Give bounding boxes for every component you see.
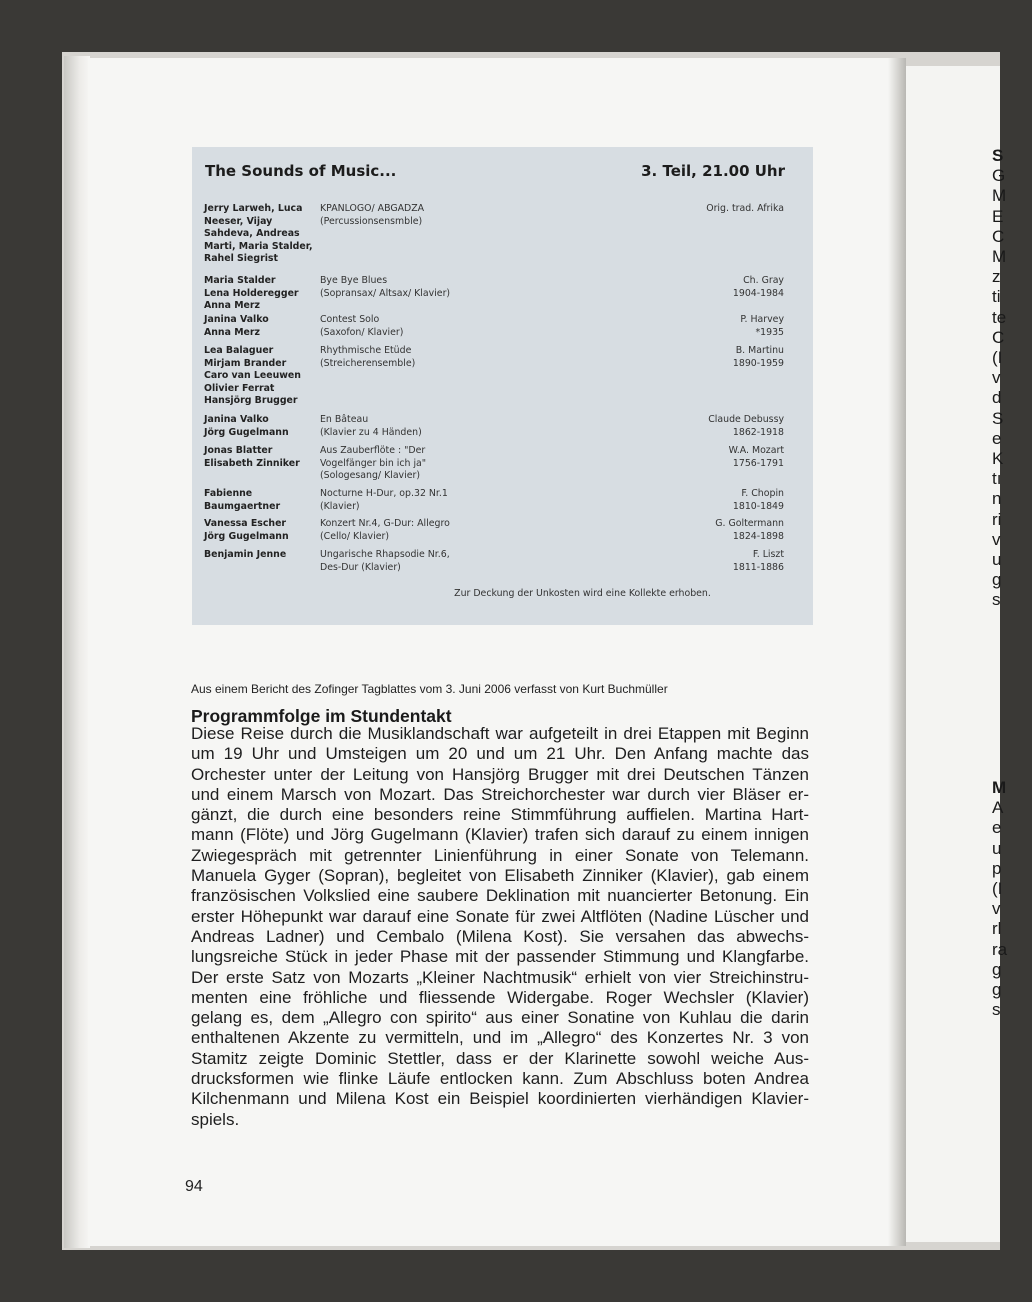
composer-info [634,203,784,216]
right-page-fragment: e [992,818,1002,838]
composer-info-line: P. Harvey [740,314,784,325]
composer-info-line: *1935 [755,326,784,338]
performer-names [204,549,316,562]
performer-names [204,414,316,439]
performer-names [204,345,316,408]
performer-names-line: Vanessa Escher [204,518,287,529]
composer-info [634,488,784,513]
piece-title-line: (Klavier) [320,500,360,512]
right-page-fragment: M [992,778,1007,797]
piece-title-line: Ungarische Rhapsodie Nr.6, [320,549,450,560]
page-edge [64,56,90,1248]
composer-info [634,414,784,439]
composer-info-line: 1862-1918 [732,426,784,438]
right-page-fragment: v [992,368,1001,388]
performer-names-line: Neeser, Vijay [204,215,273,227]
composer-info [634,314,784,339]
right-page-fragment: M [992,186,1007,206]
body-line: spiels. [191,1109,240,1129]
body-line: menten eine fröhliche und fliessende Widergabe. Roger Wechsler (Klavier) [191,987,809,1007]
performer-names-line: Baumgaertner [204,500,281,512]
performer-names [204,518,316,543]
right-page-fragment: ri [992,509,1002,529]
right-page [906,66,1008,1242]
body-line: mann (Flöte) und Jörg Gugelmann (Klavier) trafen sich darauf zu einem innigen [191,825,809,845]
right-page-fragment: rl [992,919,1002,939]
body-line: lungsreiche Stück in jeder Phase mit der passender Stimmung und Klangfarbe. [191,947,809,967]
performer-names-line: Maria Stalder [204,275,276,286]
piece-title-line: Des-Dur (Klavier) [320,561,401,573]
piece-title-line: Konzert Nr.4, G-Dur: Allegro [320,518,450,529]
performer-names [204,488,316,513]
composer-info [634,549,784,574]
performer-names-line: Jörg Gugelmann [204,530,289,542]
right-page-fragment: S [992,408,1004,428]
composer-info [634,445,784,470]
composer-info-line: Claude Debussy [708,414,784,425]
piece-title [320,549,495,574]
piece-title [320,314,495,339]
body-line: enthaltenen Akzente zu vermitteln, und im „Allegro“ des Konzertes Nr. 3 von [191,1028,809,1048]
piece-title [320,488,495,513]
composer-info-line: G. Goltermann [715,518,784,529]
composer-info-line: 1824-1898 [732,530,784,542]
source-caption: Aus einem Bericht des Zofinger Tagblattes vom 3. Juni 2006 verfasst von Kurt Buchmüller [191,682,668,696]
right-page-fragment: E [992,206,1004,226]
piece-title-line: Contest Solo [320,314,380,325]
composer-info-line: Ch. Gray [743,275,784,286]
performer-names-line: Janina Valko [204,314,269,325]
right-page-fragment: ti [992,287,1001,307]
book-gutter [888,58,906,1246]
performer-names [204,203,316,266]
performer-names-line: Rahel Siegrist [204,253,278,265]
right-page-fragment: g [992,959,1002,979]
body-line: Diese Reise durch die Musiklandschaft war aufgeteilt in drei Etappen mit Beginn [191,724,809,743]
right-page-fragment: u [992,550,1002,570]
right-page-fragment: g [992,980,1002,1000]
right-page-fragment: ra [992,939,1008,959]
right-page-fragment: e [992,428,1002,448]
piece-title-line: (Saxofon/ Klavier) [320,326,404,338]
performer-names-line: Mirjam Brander [204,357,287,369]
performer-names-line: Anna Merz [204,326,260,338]
body-line: Andreas Ladner) und Cembalo (Milena Kost). Sie versahen das abwechs- [191,926,809,946]
piece-title-line: Nocturne H-Dur, op.32 Nr.1 [320,488,448,499]
composer-info-line: W.A. Mozart [728,445,784,456]
right-page-fragment: S [992,146,1004,165]
right-page-fragment: tı [992,469,1002,489]
composer-info [634,518,784,543]
right-page-fragment: M [992,247,1007,267]
composer-info-line: F. Chopin [741,488,784,499]
right-page-fragment: (I [992,348,1003,368]
piece-title-line: (Percussionsensmble) [320,215,423,227]
piece-title-line: (Sologesang/ Klavier) [320,470,420,482]
right-page-fragment: C [992,226,1005,246]
right-page-fragment: s [992,590,1001,610]
right-page-text-bottom [992,778,1032,1020]
body-line: Zwiegespräch mit getrennter Linienführung in einer Sonate von Telemann. [191,845,809,865]
performer-names-line: Marti, Maria Stalder, [204,240,313,252]
body-line: und einem Marsch von Mozart. Das Streichorchester war durch vier Bläser er- [191,784,809,804]
right-page-fragment: v [992,899,1001,919]
body-line: Stamitz zeigte Dominic Stettler, dass er der Klarinette sowohl weiche Aus- [191,1048,809,1068]
piece-title-line: (Cello/ Klavier) [320,530,389,542]
performer-names-line: Hansjörg Brugger [204,395,298,407]
piece-title [320,445,495,483]
composer-info-line: 1811-1886 [732,561,784,573]
body-line: Der erste Satz von Mozarts „Kleiner Nachtmusik“ erhielt von vier Streichinstru- [191,967,809,987]
article-body [191,724,809,1130]
piece-title-line: Rhythmische Etüde [320,345,412,356]
page-number: 94 [185,1178,203,1195]
performer-names-line: Janina Valko [204,414,269,425]
composer-info-line: 1904-1984 [732,287,784,299]
right-page-fragment: s [992,1000,1001,1020]
piece-title-line: KPANLOGO/ ABGADZA [320,203,425,214]
body-line: gelang es, dem „Allegro con spirito“ aus einer Sonatine von Kuhlau die darin [191,1008,809,1028]
right-page-fragment: K [992,449,1004,469]
performer-names-line: Jerry Larweh, Luca [204,203,303,214]
composer-info [634,275,784,300]
body-line: Orchester unter der Leitung von Hansjörg Brugger mit drei Deutschen Tänzen [191,764,809,784]
piece-title-line: En Bâteau [320,414,369,425]
performer-names-line: Jonas Blatter [204,445,273,456]
body-line: Manuela Gyger (Sopran), begleitet von Elisabeth Zinniker (Klavier), gab einem [191,866,809,886]
performer-names [204,445,316,470]
right-page-fragment: u [992,838,1002,858]
article-heading: Programmfolge im Stundentakt [191,706,452,726]
piece-title-line: Aus Zauberflöte : "Der [320,445,426,456]
right-page-fragment: n [992,489,1002,509]
program-box [192,147,813,625]
piece-title [320,275,495,300]
right-page-fragment: g [992,570,1002,590]
piece-title-line: Bye Bye Blues [320,275,388,286]
piece-title-line: (Klavier zu 4 Händen) [320,426,422,438]
composer-info-line: 1890-1959 [732,357,784,369]
right-page-fragment: C [992,327,1005,347]
composer-info-line: Orig. trad. Afrika [706,203,784,214]
body-line: um 19 Uhr und Umsteigen um 20 und um 21 Uhr. Den Anfang machte das [191,744,809,764]
performer-names-line: Olivier Ferrat [204,382,275,394]
piece-title [320,345,495,370]
right-page-fragment: v [992,529,1001,549]
composer-info-line: 1810-1849 [732,500,784,512]
body-line: erster Höhepunkt war darauf eine Sonate für zwei Altflöten (Nadine Lüscher und [191,906,809,926]
piece-title [320,518,495,543]
piece-title-line: Vogelfänger bin ich ja" [320,457,427,469]
program-note: Zur Deckung der Unkosten wird eine Kollekte erhoben. [454,588,711,599]
right-page-fragment: (I [992,879,1003,899]
piece-title [320,414,495,439]
right-page-fragment: te [992,307,1007,327]
performer-names-line: Lena Holderegger [204,287,299,299]
right-page-fragment: p [992,858,1002,878]
right-page-fragment: A [992,798,1004,818]
program-part: 3. Teil, 21.00 Uhr [641,162,785,180]
performer-names-line: Lea Balaguer [204,345,274,356]
body-line: französischen Volkslied eine saubere Deklination mit nuancierter Betonung. Ein [191,886,809,906]
program-title: The Sounds of Music... [205,162,397,180]
body-line: Kilchenmann und Milena Kost ein Beispiel koordinierten vierhändigen Klavier- [191,1089,809,1109]
right-page-fragment: z [992,267,1001,287]
composer-info [634,345,784,370]
right-page-text-top [992,146,1032,611]
performer-names [204,275,316,313]
piece-title [320,203,495,228]
performer-names-line: Elisabeth Zinniker [204,457,300,469]
performer-names-line: Jörg Gugelmann [204,426,289,438]
composer-info-line: 1756-1791 [732,457,784,469]
performer-names-line: Fabienne [204,488,253,499]
performer-names-line: Benjamin Jenne [204,549,287,560]
composer-info-line: F. Liszt [752,549,784,560]
performer-names [204,314,316,339]
piece-title-line: (Streicherensemble) [320,357,416,369]
right-page-fragment: G [992,166,1006,186]
body-line: drucksformen wie flinke Läufe entlocken kann. Zum Abschluss boten Andrea [191,1069,809,1089]
performer-names-line: Caro van Leeuwen [204,370,301,382]
performer-names-line: Sahdeva, Andreas [204,228,300,240]
composer-info-line: B. Martinu [735,345,784,356]
performer-names-line: Anna Merz [204,300,260,312]
right-page-fragment: d [992,388,1002,408]
body-line: gänzt, die durch eine besonders reine Stimmführung auffielen. Martina Hart- [191,805,809,825]
piece-title-line: (Sopransax/ Altsax/ Klavier) [320,287,451,299]
